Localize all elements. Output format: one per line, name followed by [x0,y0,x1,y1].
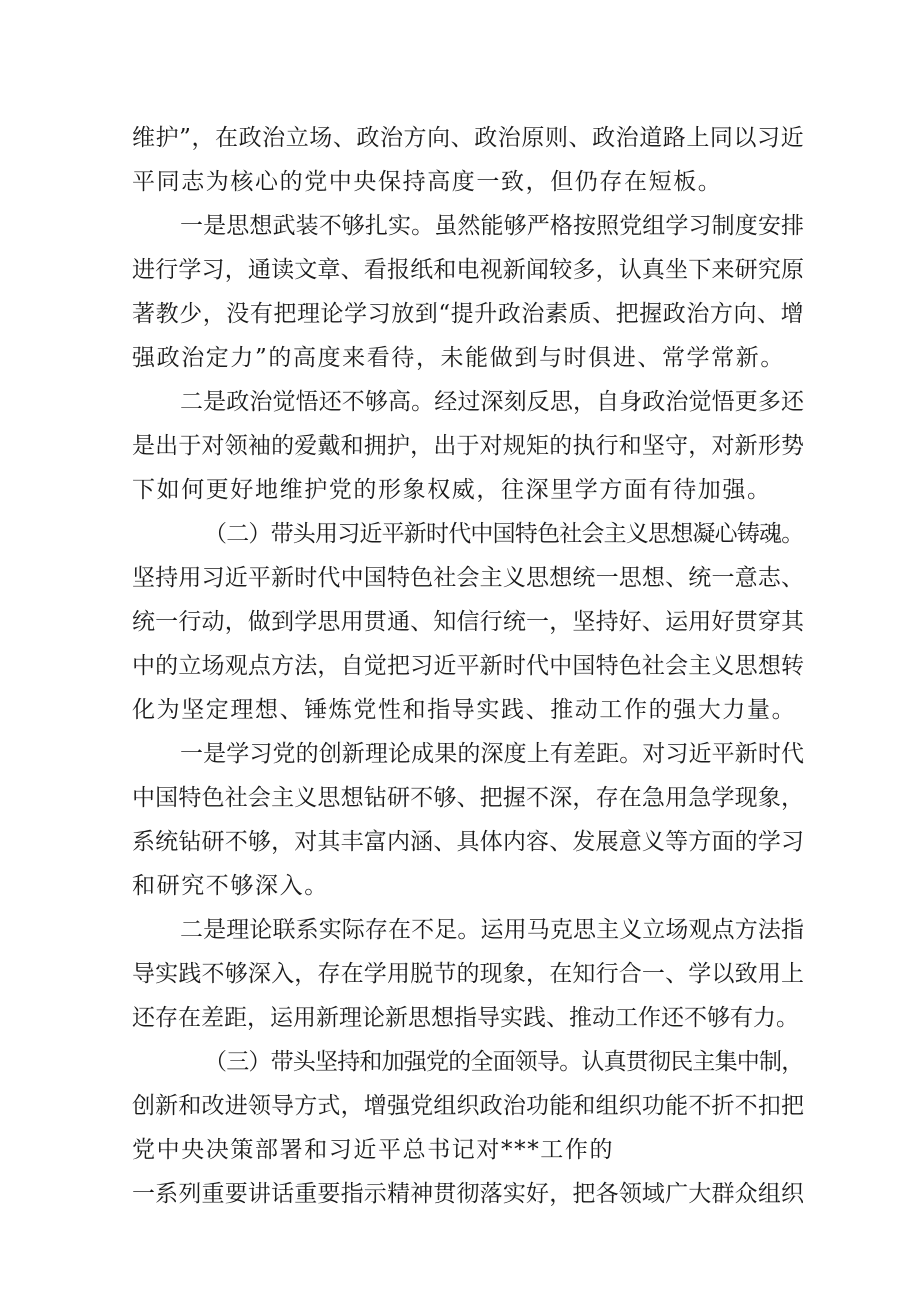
text-line: 平同志为核心的党中央保持高度一致，但仍存在短板。 [132,169,723,195]
section-heading: （二）带头用习近平新时代中国特色社会主义思想凝心铸魂。 [204,521,804,547]
text-line: 中国特色社会主义思想钻研不够、把握不深，存在急用急学现象， [132,785,804,811]
text-line: 党中央决策部署和习近平总书记对***工作的 [132,1137,615,1163]
text-line: 二是政治觉悟还不够高。经过深刻反思，自身政治觉悟更多还 [180,389,804,415]
text-line: 坚持用习近平新时代中国特色社会主义思想统一思想、统一意志、 [132,565,804,591]
text-line: 一是思想武装不够扎实。虽然能够严格按照党组学习制度安排 [180,213,804,239]
document-page [132,116,804,1216]
text-line: 是出于对领袖的爱戴和拥护，出于对规矩的执行和坚守，对新形势 [132,433,804,459]
text-line: 系统钻研不够，对其丰富内涵、具体内容、发展意义等方面的学习 [132,829,804,855]
text-line: 维护”，在政治立场、政治方向、政治原则、政治道路上同以习近 [132,125,804,151]
text-line: 还存在差距，运用新理论新思想指导实践、推动工作还不够有力。 [132,1005,799,1031]
text-line: 统一行动，做到学思用贯通、知信行统一，坚持好、运用好贯穿其 [132,609,804,635]
text-line: 一是学习党的创新理论成果的深度上有差距。对习近平新时代 [180,741,804,767]
text-line: 创新和改进领导方式，增强党组织政治功能和组织功能不折不扣把 [132,1093,804,1119]
text-line: 强政治定力”的高度来看待，未能做到与时俱进、常学常新。 [132,345,785,371]
text-line: 进行学习，通读文章、看报纸和电视新闻较多，认真坐下来研究原 [132,257,804,283]
text-line: 一系列重要讲话重要指示精神贯彻落实好，把各领域广大群众组织 [132,1181,804,1207]
text-line: 二是理论联系实际存在不足。运用马克思主义立场观点方法指 [180,917,804,943]
text-line: 和研究不够深入。 [132,873,329,899]
section-heading: （三）带头坚持和加强党的全面领导。认真贯彻民主集中制， [204,1049,804,1075]
text-line: 化为坚定理想、锤炼党性和指导实践、推动工作的强大力量。 [132,697,797,723]
text-line: 著教少，没有把理论学习放到“提升政治素质、把握政治方向、增 [132,301,804,327]
text-line: 导实践不够深入，存在学用脱节的现象，在知行合一、学以致用上 [132,961,804,987]
text-line: 中的立场观点方法，自觉把习近平新时代中国特色社会主义思想转 [132,653,804,679]
text-line: 下如何更好地维护党的形象权威，往深里学方面有待加强。 [132,477,772,503]
